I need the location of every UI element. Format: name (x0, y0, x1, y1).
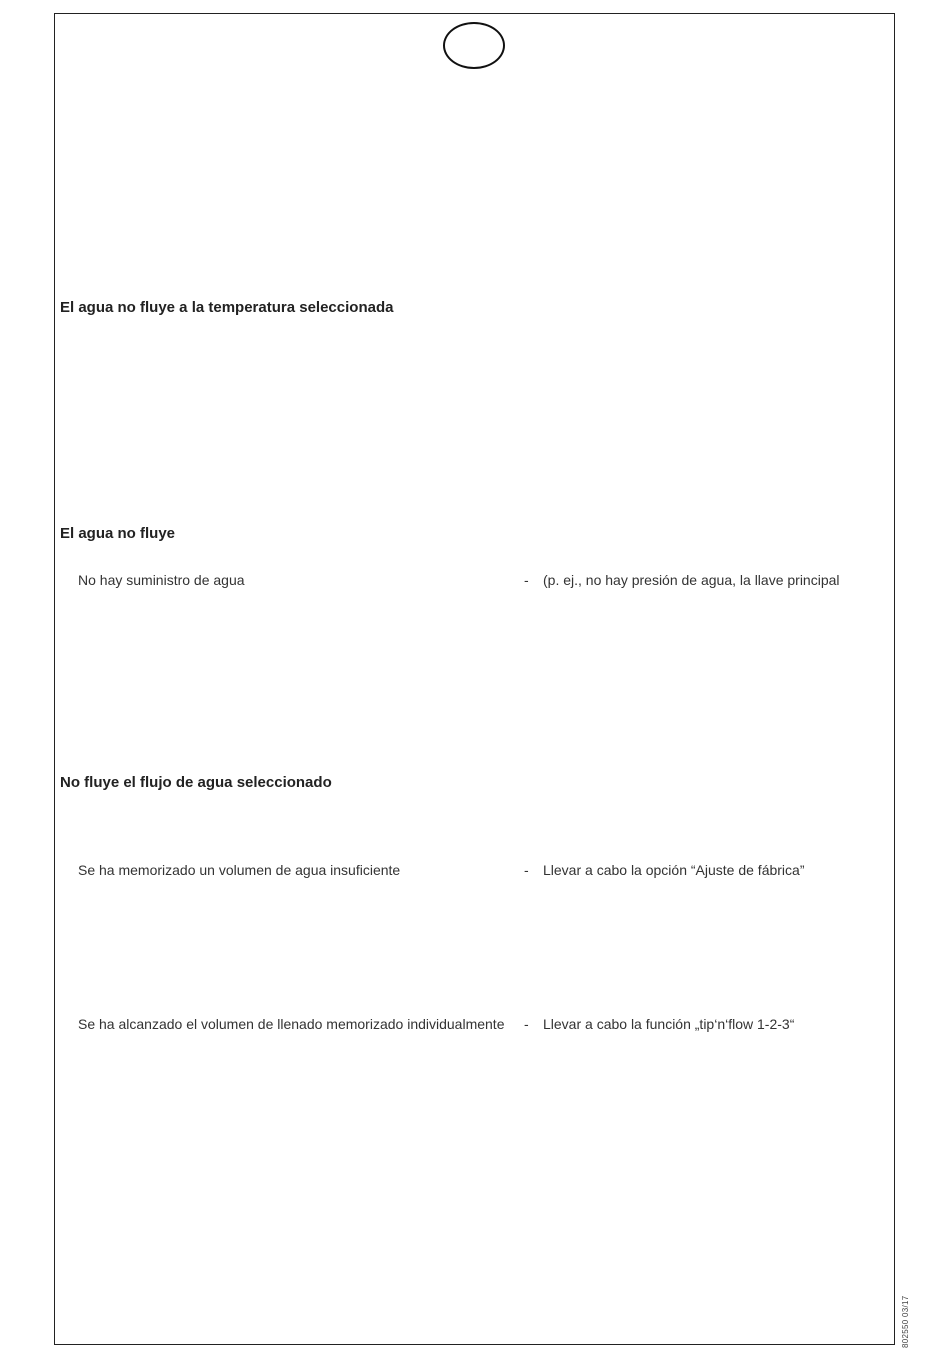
section-heading-temperature: El agua no fluye a la temperatura seleccionada (60, 299, 394, 316)
bullet-dash: - (524, 572, 529, 588)
remedy-item (524, 572, 840, 588)
language-badge-oval (443, 22, 505, 69)
cause-text: No hay suministro de agua (78, 572, 245, 588)
cause-text: Se ha memorizado un volumen de agua insuficiente (78, 862, 401, 878)
section-heading-flow-volume: No fluye el flujo de agua seleccionado (60, 774, 332, 791)
remedy-text: (p. ej., no hay presión de agua, la llave principal (543, 572, 840, 588)
bullet-dash: - (524, 1016, 529, 1032)
page-border (54, 13, 895, 1345)
section-heading-no-flow: El agua no fluye (60, 525, 176, 542)
bullet-dash: - (524, 862, 529, 878)
remedy-item (524, 1016, 794, 1032)
remedy-item (524, 862, 804, 878)
cause-text: Se ha alcanzado el volumen de llenado memorizado individualmente (78, 1016, 505, 1032)
document-code: 802550 03/17 (901, 1295, 910, 1348)
remedy-text: Llevar a cabo la opción “Ajuste de fábrica” (543, 862, 805, 878)
remedy-text: Llevar a cabo la función „tip‘n‘flow 1-2-3“ (543, 1016, 795, 1032)
